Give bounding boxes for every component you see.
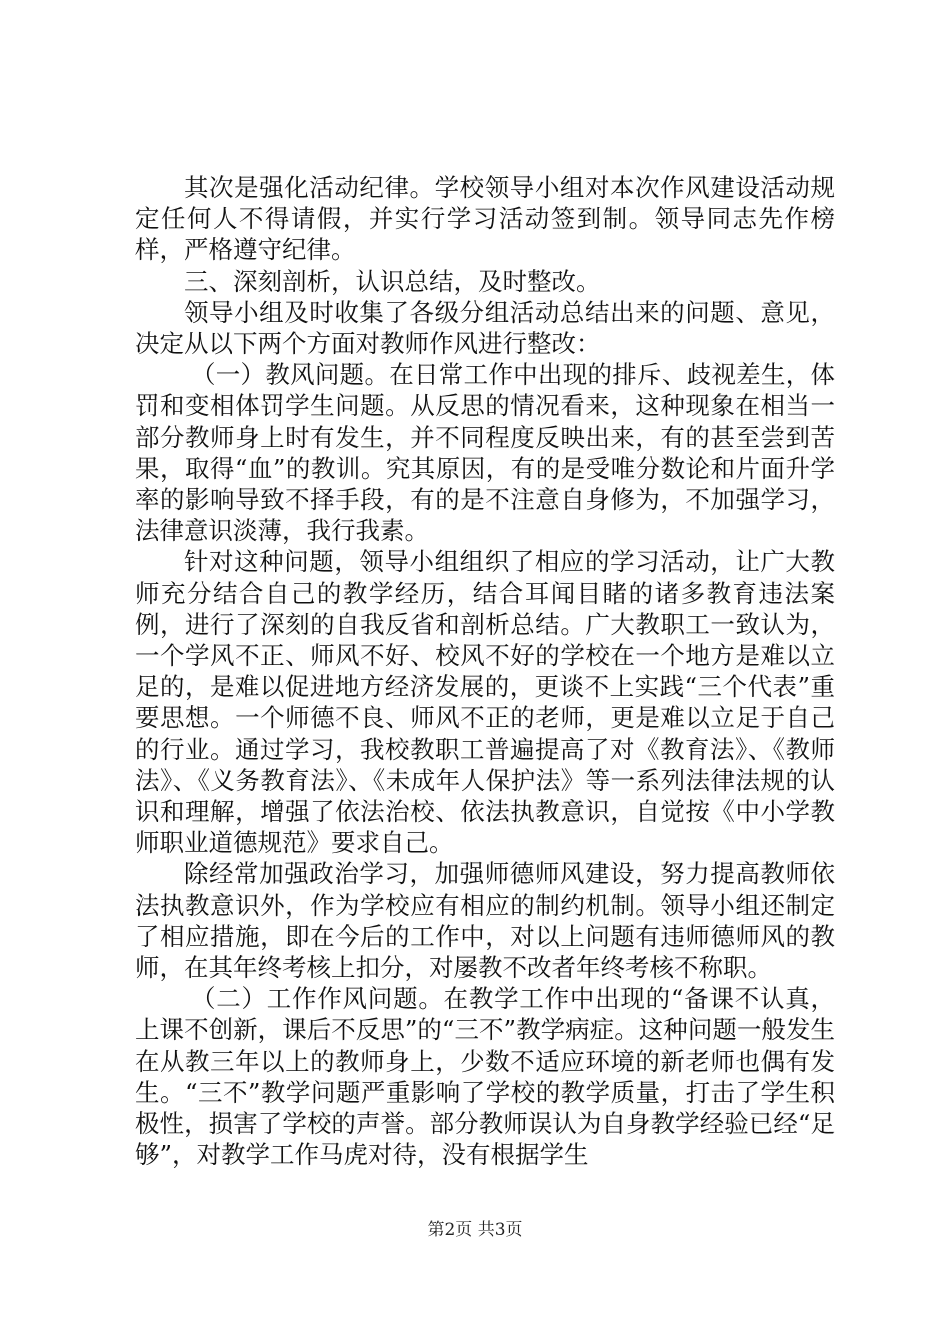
paragraph-discipline: 其次是强化活动纪律。学校领导小组对本次作风建设活动规定任何人不得请假，并实行学习活动签到制。领导同志先作榜样，严格遵守纪律。	[135, 173, 835, 265]
paragraph-teaching-style: （一）教风问题。在日常工作中出现的排斥、歧视差生，体罚和变相体罚学生问题。从反思的情况看来，这种现象在相当一部分教师身上时有发生，并不同程度反映出来，有的甚至尝到苦果，取得“血”的教训。究其原因，有的是受唯分数论和片面升学率的影响导致不择手段，有的是不注意自身修为，不加强学习，法律意识淡薄，我行我素。	[135, 360, 835, 546]
paragraph-work-style: （二）工作作风问题。在教学工作中出现的“备课不认真，上课不创新，课后不反思”的“三不”教学病症。这种问题一般发生在从教三年以上的教师身上，少数不适应环境的新老师也偶有发生。“三不”教学问题严重影响了学校的教学质量，打击了学生积极性，损害了学校的声誉。部分教师误认为自身教学经验已经“足够”，对教学工作马虎对待，没有根据学生	[135, 984, 835, 1170]
paragraph-rectification-intro: 领导小组及时收集了各级分组活动总结出来的问题、意见，决定从以下两个方面对教师作风进行整改：	[135, 297, 835, 359]
page-footer: 第2页 共3页	[427, 1220, 523, 1240]
document-body	[135, 172, 835, 1171]
paragraph-constraint-mechanism: 除经常加强政治学习，加强师德师风建设，努力提高教师依法执教意识外，作为学校应有相应的制约机制。领导小组还制定了相应措施，即在今后的工作中，对以上问题有违师德师风的教师，在其年终考核上扣分，对屡教不改者年终考核不称职。	[135, 859, 835, 983]
section-heading-three: 三、深刻剖析，认识总结，及时整改。	[184, 266, 601, 296]
paragraph-study-activity: 针对这种问题，领导小组组织了相应的学习活动，让广大教师充分结合自己的教学经历，结合耳闻目睹的诸多教育违法案例，进行了深刻的自我反省和剖析总结。广大教职工一致认为，一个学风不正、师风不好、校风不好的学校在一个地方是难以立足的，是难以促进地方经济发展的，更谈不上实践“三个代表”重要思想。一个师德不良、师风不正的老师，更是难以立足于自己的行业。通过学习，我校教职工普遍提高了对《教育法》、《教师法》、《义务教育法》、《未成年人保护法》等一系列法律法规的认识和理解，增强了依法治校、依法执教意识，自觉按《中小学教师职业道德规范》要求自己。	[135, 547, 835, 858]
